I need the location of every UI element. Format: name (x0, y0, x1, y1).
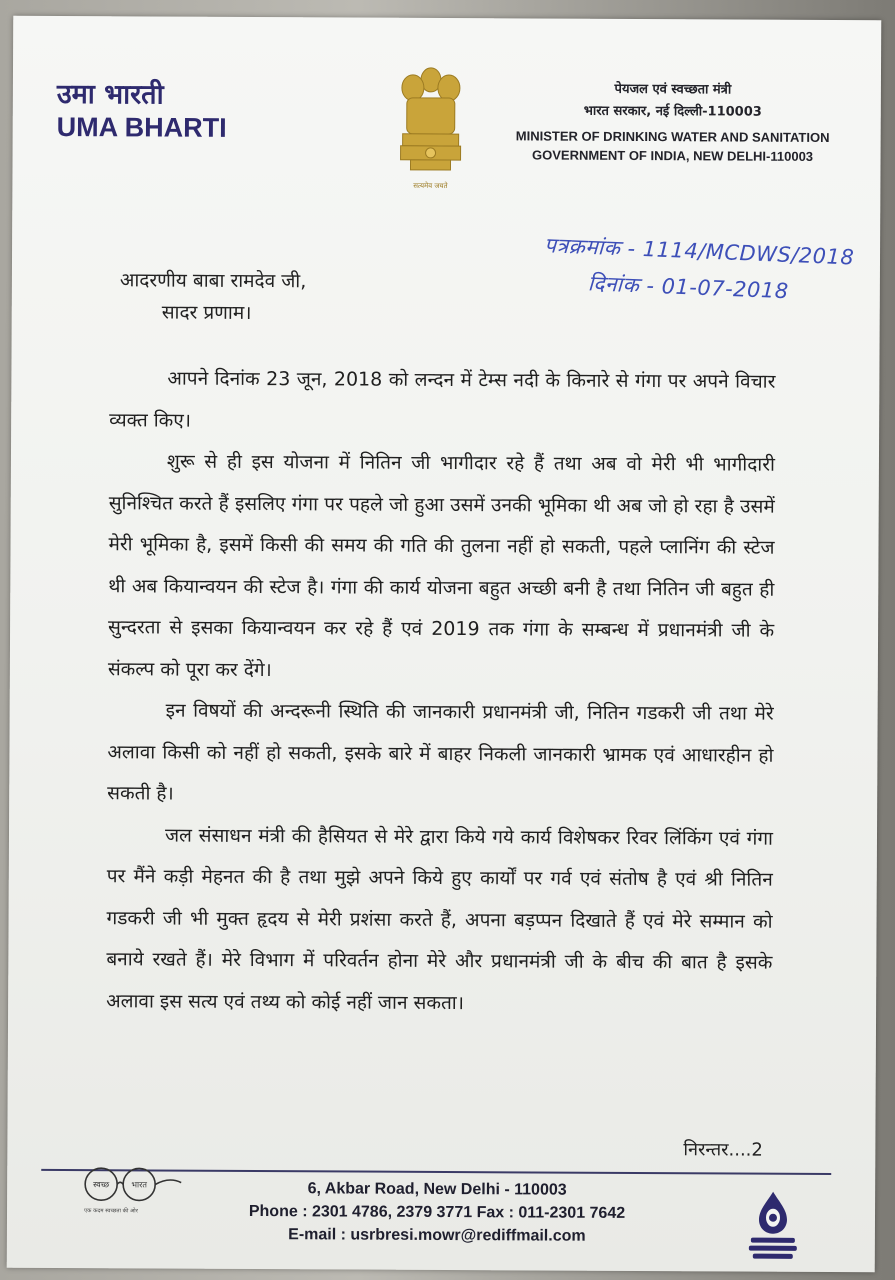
ministry-hindi-title: पेयजल एवं स्वच्छता मंत्री (614, 81, 732, 98)
body-paragraph-1: आपने दिनांक 23 जून, 2018 को लन्दन में टेम्स नदी के किनारे से गंगा पर अपने विचार व्यक्त किए। (109, 367, 776, 432)
handwritten-date: दिनांक - 01-07-2018 (587, 271, 790, 304)
national-emblem-icon (390, 58, 471, 198)
continued-marker: निरन्तर....2 (683, 1139, 763, 1161)
handwritten-reference-number: पत्रक्रमांक - 1114/MCDWS/2018 (543, 233, 855, 270)
sender-name-hindi: उमा भारती (56, 78, 164, 111)
sender-name-english: UMA BHARTI (56, 111, 227, 143)
ministry-hindi-address: भारत सरकार, नई दिल्ली-110003 (583, 103, 762, 120)
swachh-bharat-logo-icon (71, 1162, 186, 1221)
footer-email: E-mail : usrbresi.mowr@rediffmail.com (288, 1226, 586, 1245)
logo-word-bharat: भारत (131, 1180, 147, 1190)
emblem-caption: सत्यमेव जयते (413, 181, 448, 191)
ministry-header (503, 78, 843, 166)
footer-address: 6, Akbar Road, New Delhi - 110003 (307, 1180, 567, 1199)
letter-body (106, 358, 775, 1025)
letter-page (7, 16, 882, 1273)
salutation (120, 264, 307, 329)
salutation-addressee: आदरणीय बाबा रामदेव जी, (119, 269, 307, 293)
ministry-water-drop-logo-icon (745, 1188, 801, 1262)
ministry-english-address: GOVERNMENT OF INDIA, NEW DELHI-110003 (532, 147, 814, 164)
footer-contact (197, 1177, 677, 1249)
body-paragraph-2: शुरू से ही इस योजना में नितिन जी भागीदार रहे हैं तथा अब वो मेरी भी भागीदारी सुनिश्चित करते हैं इसलिए गंगा पर पहले जो हुआ उसमें उनकी भूमिका थी अब जो हो रहा है उसमें मेरी भूमिका है, इसमें किसी की समय की गति की तुलना नहीं हो सकती, पहले प्लानिंग की स्टेज थी अब कियान्वयन की स्टेज है। गंगा की कार्य योजना बहुत अच्छी बनी है तथा नितिन जी बहुत ही सुन्दरता से इसका कियान्वयन कर रहे हैं एवं 2019 तक गंगा के सम्बन्ध में प्रधानमंत्री जी के संकल्प को पूरा कर देंगे। (107, 450, 776, 681)
body-paragraph-3: इन विषयों की अन्दरूनी स्थिति की जानकारी प्रधानमंत्री जी, नितिन गडकरी जी तथा मेरे अलावा किसी को नहीं हो सकती, इसके बारे में बाहर निकली जानकारी भ्रामक एवं आधारहीन हो सकती है। (107, 699, 774, 805)
logo-tagline: एक कदम स्वच्छता की ओर (84, 1208, 138, 1215)
body-paragraph-4: जल संसाधन मंत्री की हैसियत से मेरे द्वारा किये गये कार्य विशेषकर रिवर लिंकिंग एवं गंगा पर मैंने कड़ी मेहनत की है तथा मुझे अपने किये हुए कार्यों पर गर्व एवं संतोष है एवं श्री नितिन गडकरी जी भी मुक्त हृदय से मेरी प्रशंसा करते हैं, अपना बड़प्पन दिखाते हैं एवं मेरे सम्मान को बनाये रखते हैं। मेरे विभाग में परिवर्तन होना मेरे और प्रधानमंत्री जी के बीच की बात है इसके अलावा इस सत्य एवं तथ्य को कोई नहीं जान सकता। (106, 824, 774, 1014)
footer-phone-fax: Phone : 2301 4786, 2379 3771 Fax : 011-2301 7642 (248, 1202, 626, 1222)
logo-word-swachh: स्वच्छ (93, 1180, 110, 1190)
salutation-greeting: सादर प्रणाम। (161, 301, 252, 324)
ministry-english-title: MINISTER OF DRINKING WATER AND SANITATION (515, 128, 830, 146)
